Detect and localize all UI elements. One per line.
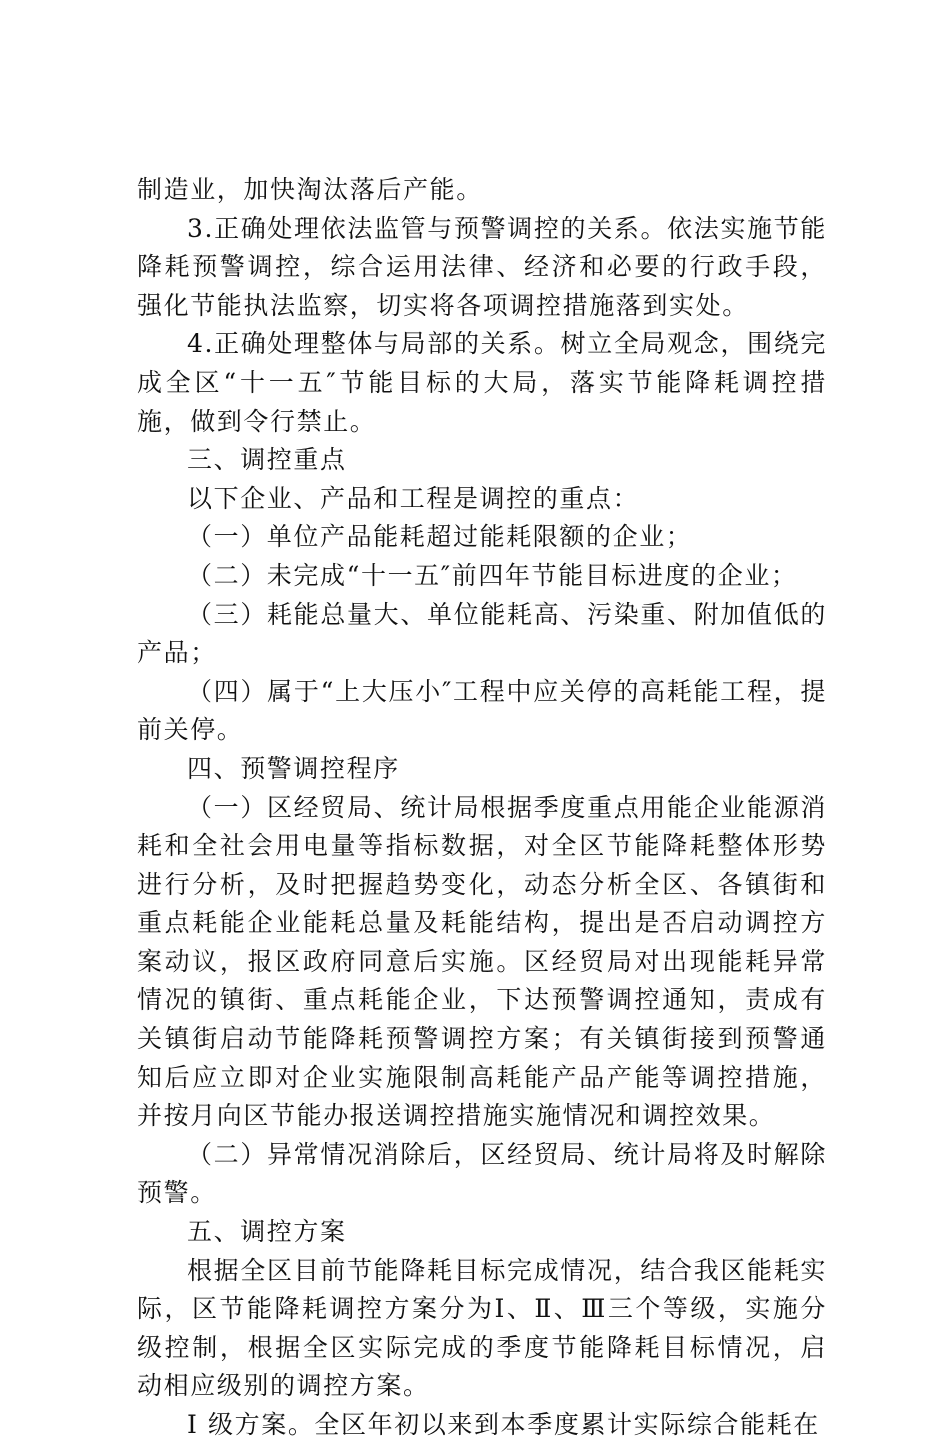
section-heading-3: 三、调控重点 [187, 445, 347, 475]
list-item-1: （一）单位产品能耗超过能耗限额的企业； [187, 522, 693, 552]
paragraph-item-3: 3.正确处理依法监管与预警调控的关系。依法实施节能降耗预警调控，综合运用法律、经济和必要的行政手段，强化节能执法监察，切实将各项调控措施落到实处。 [137, 213, 827, 320]
paragraph-item-4: 4.正确处理整体与局部的关系。树立全局观念，围绕完成全区“十一五″节能目标的大局，落实节能降耗调控措施，做到令行禁止。 [137, 329, 827, 436]
plan-level-1: Ⅰ 级方案。全区年初以来到本季度累计实际综合能耗在 [187, 1410, 820, 1439]
section-heading-5: 五、调控方案 [187, 1217, 347, 1247]
list-item-2: （二）未完成“十一五″前四年节能目标进度的企业； [187, 560, 798, 590]
paragraph-continuation: 制造业，加快淘汰落后产能。 [137, 175, 483, 204]
list-item-4: （四）属于“上大压小″工程中应关停的高耗能工程，提前关停。 [137, 676, 827, 745]
list-item-3: （三）耗能总量大、单位能耗高、污染重、附加值低的产品； [137, 599, 827, 668]
plan-overview: 根据全区目前节能降耗目标完成情况，结合我区能耗实际，区节能降耗调控方案分为Ⅰ、Ⅱ、Ⅲ三个等级，实施分级控制，根据全区实际完成的季度节能降耗目标情况，启动相应级别的调控方案。 [137, 1255, 827, 1401]
document-body [137, 171, 827, 1445]
paragraph-intro: 以下企业、产品和工程是调控的重点： [187, 483, 640, 513]
section-heading-4: 四、预警调控程序 [187, 753, 400, 783]
procedure-item-2: （二）异常情况消除后，区经贸局、统计局将及时解除预警。 [137, 1139, 827, 1208]
procedure-item-1: （一）区经贸局、统计局根据季度重点用能企业能源消耗和全社会用电量等指标数据，对全区节能降耗整体形势进行分析，及时把握趋势变化，动态分析全区、各镇街和重点耗能企业能耗总量及耗能结构，提出是否启动调控方案动议，报区政府同意后实施。区经贸局对出现能耗异常情况的镇街、重点耗能企业，下达预警调控通知，责成有关镇街启动节能降耗预警调控方案；有关镇街接到预警通知后应立即对企业实施限制高耗能产品产能等调控措施，并按月向区节能办报送调控措施实施情况和调控效果。 [137, 792, 827, 1131]
